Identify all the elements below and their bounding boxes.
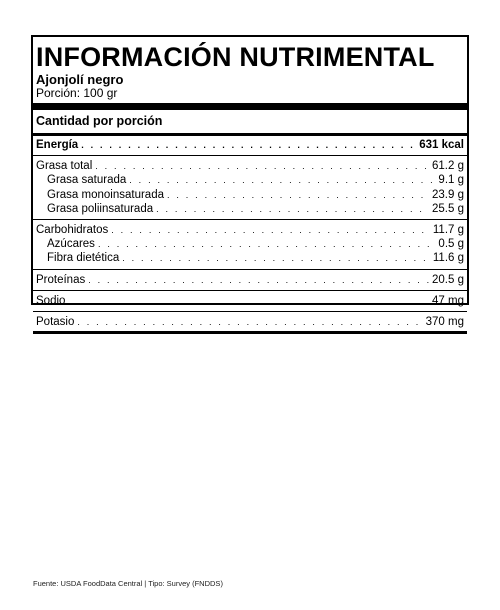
nutrient-row-fat-saturated [36, 173, 464, 187]
nutrient-value: 61.2 g [432, 160, 464, 173]
divider [33, 269, 467, 270]
nutrient-row-fat-mono [36, 188, 464, 202]
nutrient-name: Energía [36, 139, 79, 151]
nutrient-value: 47 mg [432, 294, 464, 307]
nutrient-value: 0.5 g [438, 238, 464, 251]
nutrient-value: 20.5 g [432, 273, 464, 286]
leader-dots [68, 294, 429, 308]
nutrition-label [31, 35, 469, 329]
divider [33, 290, 467, 291]
thick-divider [33, 103, 467, 110]
bottom-divider [33, 331, 467, 334]
nutrient-name: Fibra dietética [47, 252, 120, 265]
nutrient-name: Grasa monoinsaturada [47, 188, 164, 201]
nutrient-name: Proteínas [36, 273, 86, 286]
leader-dots [88, 273, 429, 287]
nutrient-row-fiber [36, 251, 464, 265]
nutrient-row-fat-total [36, 159, 464, 173]
divider [33, 155, 467, 156]
nutrient-name: Grasa poliinsaturada [47, 202, 154, 215]
section-header: Cantidad por porción [36, 114, 163, 128]
nutrient-row-sodium [36, 294, 464, 308]
label-title: INFORMACIÓN NUTRIMENTAL [36, 42, 435, 72]
nutrient-row-protein [36, 273, 464, 287]
leader-dots [77, 315, 422, 329]
nutrient-value: 11.7 g [432, 224, 464, 237]
nutrient-name: Sodio [36, 294, 66, 307]
nutrient-name: Grasa total [36, 160, 93, 173]
nutrient-row-potassium [36, 315, 464, 329]
leader-dots [81, 138, 416, 152]
divider [33, 219, 467, 220]
leader-dots [167, 188, 429, 202]
portion-size: Porción: 100 gr [36, 86, 118, 100]
nutrient-name: Azúcares [47, 238, 95, 251]
leader-dots [129, 173, 435, 187]
food-name: Ajonjolí negro [36, 72, 124, 87]
leader-dots [95, 159, 429, 173]
nutrient-row-fat-poly [36, 202, 464, 216]
nutrient-row-sugars [36, 237, 464, 251]
nutrient-value: 11.6 g [432, 252, 464, 265]
nutrient-value: 9.1 g [438, 174, 464, 187]
nutrient-name: Grasa saturada [47, 174, 127, 187]
leader-dots [122, 251, 430, 265]
leader-dots [156, 202, 429, 216]
nutrient-value: 25.5 g [432, 202, 464, 215]
nutrient-row-energy [36, 138, 464, 152]
nutrient-name: Carbohidratos [36, 224, 109, 237]
nutrient-value: 23.9 g [432, 188, 464, 201]
divider [33, 311, 467, 312]
source-footer: Fuente: USDA FoodData Central | Tipo: Survey (FNDDS) [33, 579, 223, 588]
leader-dots [111, 223, 430, 237]
nutrient-row-carbs [36, 223, 464, 237]
nutrient-value: 631 kcal [419, 139, 464, 151]
leader-dots [98, 237, 435, 251]
nutrient-name: Potasio [36, 316, 75, 329]
medium-divider [33, 133, 467, 136]
nutrient-value: 370 mg [425, 316, 464, 329]
